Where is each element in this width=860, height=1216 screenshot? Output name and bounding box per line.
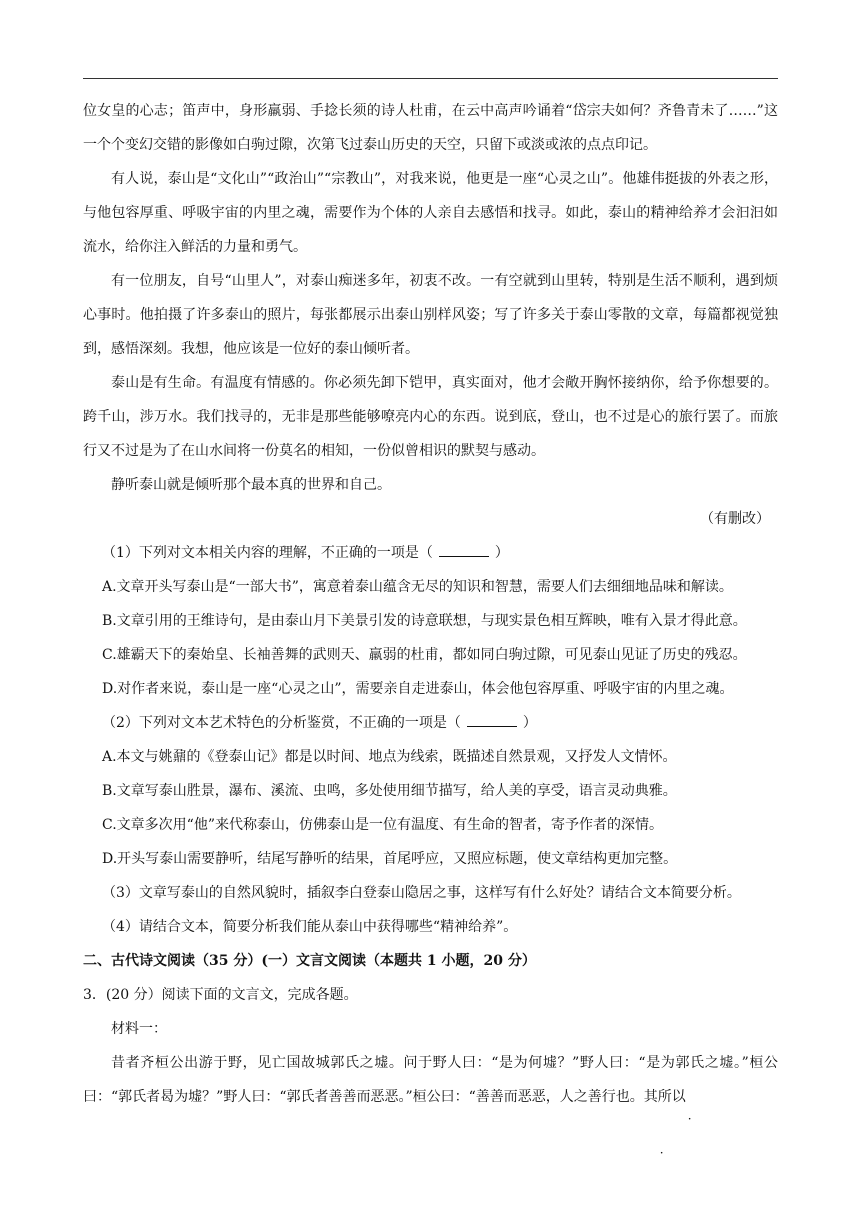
q2-option-d: D.开头写泰山需要静听，结尾写静听的结果，首尾呼应，又照应标题，使文章结构更加完整。 <box>102 851 678 867</box>
question-2-text: （2）下列对文本艺术特色的分析鉴赏，不正确的一项是（ <box>102 715 461 731</box>
answer-blank-2[interactable] <box>467 714 517 727</box>
paragraph-5: 静听泰山就是倾听那个最本真的世界和自己。 <box>111 477 391 493</box>
document-body <box>83 94 778 1114</box>
classical-text <box>83 1046 778 1114</box>
answer-blank-1[interactable] <box>439 544 489 557</box>
q1-option-b: B.文章引用的王维诗句，是由泰山月下美景引发的诗意联想，与现实景色相互辉映，唯有入景才得此意。 <box>102 613 747 629</box>
paragraph-2: 有人说，泰山是“文化山”“政治山”“宗教山”，对我来说，他更是一座“心灵之山”。他雄伟挺拔的外表之形，与他包容厚重、呼吸宇宙的内里之魂，需要作为个体的人亲自去感悟和找寻。如此，泰山的精神给养才会汩汩如流水，给你注入鲜活的力量和勇气。 <box>83 171 778 255</box>
q2-option-c: C.文章多次用“他”来代称泰山，仿佛泰山是一位有温度、有生命的智者，寄予作者的深情。 <box>102 817 663 833</box>
classical-text-main: 昔者齐桓公出游于野，见亡国故城郭氏之墟。问于野人曰：“是为何墟？”野人曰：“是为郭氏之墟。”桓公曰：“郭氏者曷为墟？”野人曰：“郭氏者善善而恶恶。”桓公曰：“善善而恶恶，人之善行也。其 <box>83 1055 778 1105</box>
q1-option-d: D.对作者来说，泰山是一座“心灵之山”，需要亲自走进泰山，体会他包容厚重、呼吸宇宙的内里之魂。 <box>102 681 734 697</box>
question-3-main: 3．(20 分）阅读下面的文言文，完成各题。 <box>83 987 358 1003</box>
question-1-close: ） <box>494 545 509 561</box>
question-1-stem <box>83 536 778 570</box>
question-2-stem <box>83 706 778 740</box>
q2-option-b: B.文章写泰山胜景，瀑布、溪流、虫鸣，多处使用细节描写，给人美的享受，语言灵动典雅。 <box>102 783 677 799</box>
question-3: （3）文章写泰山的自然风貌时，插叙李白登泰山隐居之事，这样写有什么好处？请结合文本简要分析。 <box>102 885 741 901</box>
header-rule <box>83 78 778 79</box>
question-1-text: （1）下列对文本相关内容的理解，不正确的一项是（ <box>102 545 433 561</box>
question-4: （4）请结合文本，简要分析我们能从泰山中获得哪些“精神给养”。 <box>102 919 518 935</box>
q1-option-c: C.雄霸天下的秦始皇、长袖善舞的武则天、羸弱的杜甫，都如同白驹过隙，可见泰山见证了历史的残忍。 <box>102 647 747 663</box>
paragraph-3: 有一位朋友，自号“山里人”，对泰山痴迷多年，初衷不改。一有空就到山里转，特别是生活不顺利，遇到烦心事时。他拍摄了许多泰山的照片，每张都展示出泰山别样风姿；写了许多关于泰山零散的文章，每篇都视觉独到，感悟深刻。我想，他应该是一位好的泰山倾听者。 <box>83 273 778 357</box>
emphasis-dots: 所以 · · <box>658 1089 686 1105</box>
paragraph-4: 泰山是有生命。有温度有情感的。你必须先卸下铠甲，真实面对，他才会敞开胸怀接纳你，给予你想要的。跨千山，涉万水。我们找寻的，无非是那些能够嘹亮内心的东西。说到底，登山，也不过是心的旅行罢了。而旅行又不过是为了在山水间将一份莫名的相知，一份似曾相识的默契与感动。 <box>83 375 778 459</box>
section-2-heading: 二、古代诗文阅读（35 分）(一）文言文阅读（本题共 1 小题，20 分） <box>83 953 536 969</box>
q2-option-a: A.本文与姚鼐的《登泰山记》都是以时间、地点为线索，既描述自然景观，又抒发人文情怀。 <box>102 749 677 765</box>
paragraph-1: 位女皇的心志；笛声中，身形羸弱、手捻长须的诗人杜甫，在云中高声吟诵着“岱宗夫如何？齐鲁青未了……”这一个个变幻交错的影像如白驹过隙，次第飞过泰山历史的天空，只留下或淡或浓的点点印记。 <box>83 103 778 153</box>
question-2-close: ） <box>522 715 537 731</box>
q1-option-a: A.文章开头写泰山是“一部大书”，寓意着泰山蕴含无尽的知识和智慧，需要人们去细细地品味和解读。 <box>102 579 733 595</box>
source-note: （有删改） <box>700 511 770 527</box>
material-label: 材料一： <box>111 1021 167 1037</box>
